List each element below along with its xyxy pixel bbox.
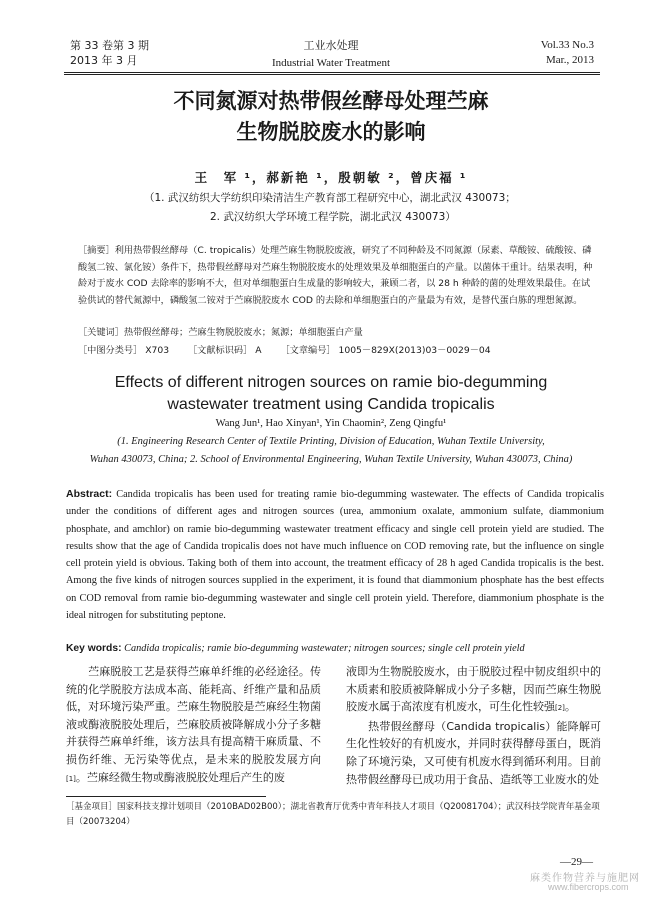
- body-right-para-1-end: 。: [564, 700, 576, 714]
- watermark-url: www.fibercrops.com: [548, 882, 629, 892]
- authors-en: Wang Jun¹, Hao Xinyan¹, Yin Chaomin², Zeng Qingfu¹: [215, 418, 447, 429]
- abstract-cn-text: 利用热带假丝酵母（C. tropicalis）处理苎麻生物脱胶废液，研究了不同种龄及不同氮源（尿素、草酸铵、硫酸铵、磷酸氢二铵、氯化铵）条件下，热带假丝酵母对苎麻生物脱胶废水的处理效果及单细胞蛋白的产量。以菌体干重计。结果表明，种龄对于废水 COD 去除率的影响不大，但对单细胞蛋白生成量的影响较大，兼顾二者，以 28 h 种龄的菌的处理效果最佳。在试验供试的替代氮源中，磷酸氢二铵对于苎麻脱胶废水 COD 的去除和单细胞蛋白的产量最为有效，是替代蛋白胨的理想氮源。: [78, 245, 593, 306]
- keywords-cn-label: ［关键词］: [78, 327, 124, 338]
- body-left-tail: 。苎麻经微生物或酶液脱胶处理后产生的废: [75, 770, 285, 784]
- classification-line: [78, 343, 491, 358]
- keywords-en-text: Candida tropicalis; ramie bio-degumming wastewater; nitrogen sources; single cell protein yield: [124, 643, 525, 654]
- body-right-para-1: 液即为生物脱胶废水，由于脱胶过程中韧皮组织中的木质素和胶质被降解成小分子多糖，因而苎麻生物脱胶废水属于高浓度有机废水，可生化性较强: [346, 665, 601, 714]
- body-column-left: [66, 663, 321, 788]
- header-rule-double: [64, 74, 600, 75]
- abstract-cn: [78, 243, 598, 309]
- date-en: Mar., 2013: [546, 54, 594, 66]
- affiliation-en-1: (1. Engineering Research Center of Textile Printing, Division of Education, Wuhan Textile University,: [117, 436, 545, 447]
- title-cn-line-1: 不同氮源对热带假丝酵母处理苎麻: [173, 89, 489, 113]
- title-en-line-1: Effects of different nitrogen sources on ramie bio-degumming: [114, 374, 548, 391]
- footnote-rule: [66, 796, 266, 797]
- affiliation-en-2: Wuhan 430073, China; 2. School of Environmental Engineering, Wuhan Textile University, Wuhan 430073, China): [89, 454, 573, 465]
- body-left-text: 苎麻脱胶工艺是获得苎麻单纤维的必经途径。传统的化学脱胶方法成本高、能耗高、纤维产量和品质低，对环境污染严重。苎麻生物脱胶是苎麻经生物菌液或酶液脱胶处理后，苎麻胶质被降解成小分子多糖并获得苎麻单纤维，该方法具有提高精干麻质量、不损伤纤维、无污染等优点，是未来的脱胶发展方向: [66, 665, 321, 766]
- funding-footnote: [66, 800, 606, 830]
- title-cn-line-2: 生物脱胶废水的影响: [236, 120, 426, 144]
- article-no-label: ［文章编号］: [280, 345, 336, 356]
- volume-en: Vol.33 No.3: [540, 39, 594, 51]
- citation-2: [2]: [555, 704, 565, 713]
- header-rule: [64, 72, 600, 73]
- keywords-cn-text: 热带假丝酵母；苎麻生物脱胶废水；氮源；单细胞蛋白产量: [123, 327, 363, 338]
- keywords-cn: [78, 325, 363, 340]
- abstract-en: [66, 486, 604, 624]
- keywords-en-label: Key words:: [66, 643, 122, 654]
- abstract-cn-label: ［摘要］: [78, 245, 115, 256]
- journal-title-en: Industrial Water Treatment: [271, 57, 391, 69]
- keywords-en: [66, 640, 604, 657]
- page-number: —29—: [560, 856, 593, 868]
- citation-1: [1]: [66, 774, 76, 783]
- article-no-value: 1005－829X(2013)03－0029－04: [338, 345, 491, 356]
- journal-title-cn: 工业水处理: [303, 39, 359, 52]
- abstract-en-label: Abstract:: [66, 488, 113, 500]
- issue-info-en: [541, 38, 594, 68]
- affiliation-cn-2: 2. 武汉纺织大学环境工程学院，湖北武汉 430073）: [210, 211, 456, 223]
- body-column-right: [346, 663, 601, 788]
- watermark-cn: 麻类作物营养与施肥网: [530, 873, 640, 884]
- doc-code-label: ［文献标识码］: [188, 345, 253, 356]
- clc-value: X703: [145, 345, 170, 356]
- funding-label: ［基金项目］: [66, 802, 118, 812]
- issue-volume-cn: 第 33 卷第 3 期: [70, 39, 149, 52]
- issue-date-cn: 2013 年 3 月: [70, 54, 138, 67]
- abstract-en-text: Candida tropicalis has been used for treating ramie bio-degumming wastewater. The effects of Candida tropicalis under the conditions of different ages and nitrogen sources (urea, ammonium oxalate, ammonium sulfate, diammonium phosphate, and amchlor) on ramie bio-degumming wastewater treatment efficacy and single cell protein yield are studied. The results show that the age of Candida tropicalis does not have much influence on COD removing rate, but the influence on single cell protein yield is obvious. Taking both of them into account, the treatment efficacy of 28 h aged Candida tropicalis is the best. Among the five kinds of nitrogen sources supplied in the experiment, it is found that diammonium phosphate has the best effects on COD removal from ramie bio-degumming wastewater and single cell protein yield. Therefore, diammonium phosphate is the ideal nitrogen for substituting peptone.: [66, 489, 605, 622]
- affiliation-cn-1: （1. 武汉纺织大学纺织印染清洁生产教育部工程研究中心，湖北武汉 430073；: [144, 192, 516, 204]
- body-right-para-2: 热带假丝酵母（Candida tropicalis）能降解可生化性较好的有机废水，并同时获得酵母蛋白，既消除了环境污染，又可使有机废水得到循环利用。目前热带假丝酵母已成功用于食品、造纸等工业废水的处: [346, 719, 601, 786]
- authors-cn: 王 军 ¹，郝新艳 ¹，殷朝敏 ²，曾庆福 ¹: [194, 170, 468, 185]
- doc-code-value: A: [255, 345, 262, 356]
- title-en-line-2: wastewater treatment using Candida tropicalis: [167, 396, 495, 413]
- funding-text: 国家科技支撑计划项目（2010BAD02B00）；湖北省教育厅优秀中青年科技人才项目（Q20081704）；武汉科技学院青年基金项目（20073204）: [66, 802, 600, 827]
- clc-label: ［中图分类号］: [78, 345, 143, 356]
